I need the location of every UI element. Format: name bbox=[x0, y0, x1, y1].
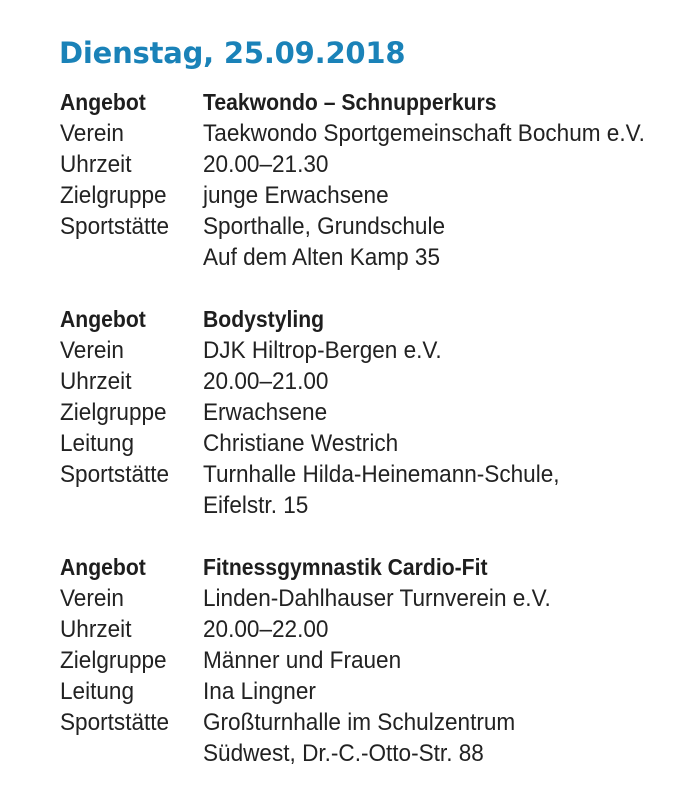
row-value: Linden-Dahlhauser Turnverein e.V. bbox=[203, 585, 551, 612]
row-label: Angebot bbox=[60, 306, 146, 332]
row-label: Verein bbox=[60, 337, 124, 364]
row-value: Auf dem Alten Kamp 35 bbox=[203, 244, 441, 271]
event-row-verein bbox=[60, 583, 680, 614]
event-block-cardio-fit bbox=[60, 552, 680, 769]
event-row-uhrzeit bbox=[60, 614, 680, 645]
row-label: Zielgruppe bbox=[60, 182, 167, 209]
event-row-zielgruppe bbox=[60, 397, 680, 428]
event-title: Bodystyling bbox=[203, 306, 325, 332]
event-row-uhrzeit bbox=[60, 149, 680, 180]
event-row-address bbox=[60, 242, 680, 273]
row-label bbox=[60, 242, 194, 273]
row-value: Sporthalle, Grundschule bbox=[203, 213, 446, 240]
row-value: Taekwondo Sportgemeinschaft Bochum e.V. bbox=[203, 120, 645, 147]
row-label: Zielgruppe bbox=[60, 399, 167, 426]
row-value: 20.00–21.30 bbox=[203, 151, 329, 178]
event-row-angebot bbox=[60, 87, 680, 118]
row-value: Südwest, Dr.-C.-Otto-Str. 88 bbox=[203, 740, 484, 767]
row-value: Christiane Westrich bbox=[203, 430, 399, 457]
row-value: junge Erwachsene bbox=[203, 182, 389, 209]
row-value: Ina Lingner bbox=[203, 678, 316, 705]
row-value: 20.00–22.00 bbox=[203, 616, 329, 643]
row-label: Verein bbox=[60, 585, 124, 612]
event-block-teakwondo bbox=[60, 87, 680, 273]
event-row-address bbox=[60, 738, 680, 769]
event-row-sportstaette bbox=[60, 707, 680, 738]
row-label: Zielgruppe bbox=[60, 647, 167, 674]
event-row-leitung bbox=[60, 428, 680, 459]
event-block-bodystyling bbox=[60, 304, 680, 521]
row-label: Uhrzeit bbox=[60, 616, 132, 643]
row-value: DJK Hiltrop-Bergen e.V. bbox=[203, 337, 442, 364]
row-label: Uhrzeit bbox=[60, 368, 132, 395]
row-label: Sportstätte bbox=[60, 709, 170, 736]
event-row-sportstaette bbox=[60, 211, 680, 242]
event-row-uhrzeit bbox=[60, 366, 680, 397]
row-label: Uhrzeit bbox=[60, 151, 132, 178]
event-row-angebot bbox=[60, 552, 680, 583]
row-label: Sportstätte bbox=[60, 461, 170, 488]
row-label bbox=[60, 738, 194, 769]
event-row-zielgruppe bbox=[60, 645, 680, 676]
row-label: Angebot bbox=[60, 554, 146, 580]
event-title: Fitnessgymnastik Cardio-Fit bbox=[203, 554, 488, 580]
event-row-sportstaette bbox=[60, 459, 680, 490]
row-label: Sportstätte bbox=[60, 213, 170, 240]
row-value: Turnhalle Hilda-Heinemann-Schule, bbox=[203, 461, 560, 488]
event-row-angebot bbox=[60, 304, 680, 335]
row-value: 20.00–21.00 bbox=[203, 368, 329, 395]
event-row-zielgruppe bbox=[60, 180, 680, 211]
row-value: Erwachsene bbox=[203, 399, 328, 426]
row-label bbox=[60, 490, 194, 521]
event-row-verein bbox=[60, 118, 680, 149]
row-label: Leitung bbox=[60, 430, 135, 457]
row-value: Großturnhalle im Schulzentrum bbox=[203, 709, 516, 736]
row-label: Leitung bbox=[60, 678, 135, 705]
page-title: Dienstag, 25.09.2018 bbox=[59, 36, 406, 70]
event-row-verein bbox=[60, 335, 680, 366]
row-value: Eifelstr. 15 bbox=[203, 492, 309, 519]
row-label: Angebot bbox=[60, 89, 146, 115]
row-label: Verein bbox=[60, 120, 124, 147]
row-value: Männer und Frauen bbox=[203, 647, 402, 674]
event-title: Teakwondo – Schnupperkurs bbox=[203, 89, 497, 115]
event-row-address bbox=[60, 490, 680, 521]
event-row-leitung bbox=[60, 676, 680, 707]
